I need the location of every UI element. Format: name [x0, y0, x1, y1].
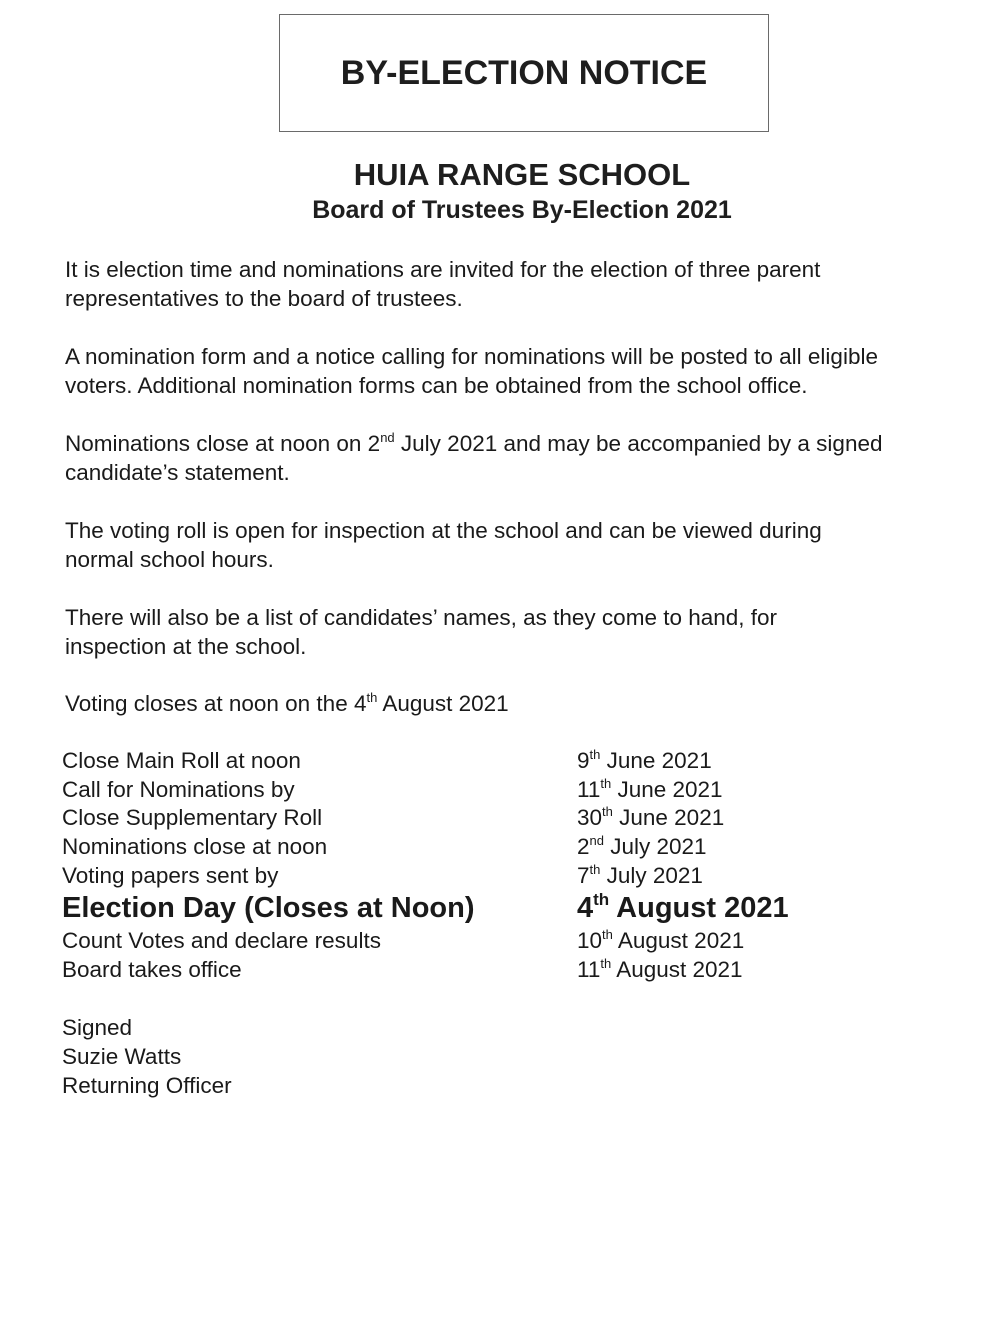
voting-closes-text-start: Voting closes at noon on the 4 [65, 691, 367, 716]
title-box [279, 14, 769, 132]
schedule-label: Voting papers sent by [62, 863, 279, 888]
intro-paragraph: It is election time and nominations are invited for the election of three parent representatives to the board of trustees. [65, 257, 821, 311]
signed-label: Signed [62, 1015, 133, 1040]
schedule-row [62, 861, 962, 890]
schedule-row [62, 926, 962, 955]
schedule-date: 7th July 2021 [577, 862, 703, 888]
notice-title: BY-ELECTION NOTICE [340, 54, 708, 92]
election-day-label: Election Day (Closes at Noon) [62, 892, 475, 924]
nominations-close-date-suffix: nd [380, 430, 395, 445]
voting-roll-paragraph: The voting roll is open for inspection at the school and can be viewed during normal school hours. [65, 518, 822, 572]
schedule-date: 10th August 2021 [577, 927, 745, 953]
schedule-date: 9th June 2021 [577, 747, 712, 773]
signatory-name: Suzie Watts [62, 1044, 182, 1069]
election-subtitle: Board of Trustees By-Election 2021 [312, 196, 732, 224]
nominations-close-text-start: Nominations close at noon on 2 [65, 431, 381, 456]
schedule-row [62, 775, 962, 804]
schedule-date: 11th June 2021 [577, 776, 723, 802]
schedule-label: Close Main Roll at noon [62, 748, 301, 773]
candidates-list-paragraph: There will also be a list of candidates’ names, as they come to hand, for inspection at the school. [65, 605, 778, 659]
schedule-label: Board takes office [62, 957, 242, 982]
schedule-date: 30th June 2021 [577, 804, 725, 830]
school-name: HUIA RANGE SCHOOL [353, 157, 691, 192]
election-day-row [62, 890, 962, 926]
schedule-row [62, 832, 962, 861]
voting-closes-line [65, 689, 980, 718]
nominations-close-text-end: July 2021 and may be accompanied by a signed candidate’s statement. [65, 431, 883, 485]
nominations-close-paragraph [65, 429, 980, 487]
signature-block [62, 1013, 232, 1100]
schedule-label: Close Supplementary Roll [62, 805, 323, 830]
nomination-form-paragraph: A nomination form and a notice calling for nominations will be posted to all eligible voters. Additional nomination forms can be obtained from the school office. [65, 344, 878, 398]
schedule-row [62, 746, 962, 775]
election-day-date: 4th August 2021 [577, 890, 789, 924]
voting-closes-date-suffix: th [366, 690, 378, 705]
schedule-label: Count Votes and declare results [62, 928, 381, 953]
schedule-row [62, 955, 962, 984]
schedule-label: Call for Nominations by [62, 777, 295, 802]
schedule-label: Nominations close at noon [62, 834, 328, 859]
voting-closes-text-end: August 2021 [377, 691, 509, 716]
signatory-role: Returning Officer [62, 1073, 232, 1098]
schedule-date: 2nd July 2021 [577, 833, 707, 859]
schedule-date: 11th August 2021 [577, 956, 743, 982]
schedule-row [62, 803, 962, 832]
